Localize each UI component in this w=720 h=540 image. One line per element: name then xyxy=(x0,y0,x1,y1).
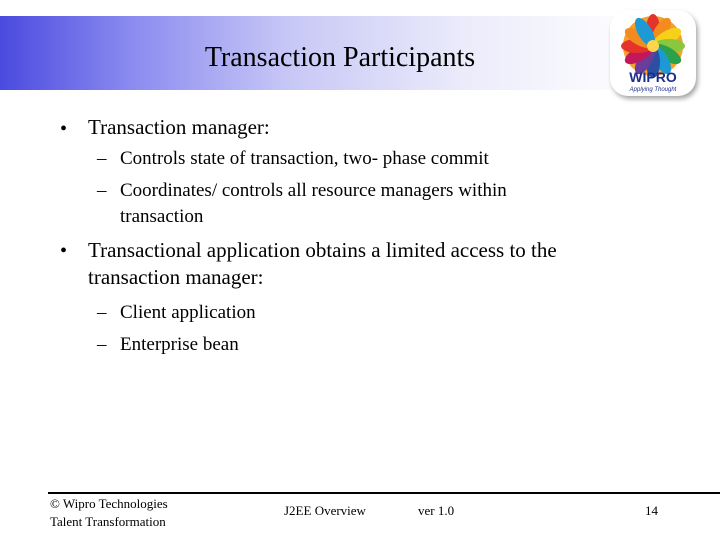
footer-version: ver 1.0 xyxy=(418,503,455,518)
dash-marker: – xyxy=(97,180,107,201)
sub-bullet-2-2: Enterprise bean xyxy=(120,334,239,355)
logo-tagline: Applying Thought xyxy=(629,87,677,93)
sub-bullet-1-1: Controls state of transaction, two- phase commit xyxy=(120,148,489,169)
bullet-1-text: Transaction manager: xyxy=(88,115,270,139)
page-number: 14 xyxy=(645,503,658,518)
sub-bullet-1-2: Coordinates/ controls all resource managers within transaction xyxy=(120,180,507,227)
slide-title: Transaction Participants xyxy=(204,42,476,73)
dash-marker: – xyxy=(97,302,107,323)
bullet-marker: • xyxy=(60,118,68,140)
wipro-logo xyxy=(604,6,700,102)
footer-divider xyxy=(48,492,720,494)
footer-company: © Wipro Technologies xyxy=(50,496,168,511)
sub-bullet-2-1: Client application xyxy=(120,302,256,323)
footer-division: Talent Transformation xyxy=(50,514,166,529)
footer-course: J2EE Overview xyxy=(284,503,366,518)
logo-flower-icon xyxy=(604,6,700,102)
logo-wordmark: WIPRO xyxy=(629,69,677,85)
dash-marker: – xyxy=(97,148,107,169)
bullet-2-text: Transactional application obtains a limited access to the transaction manager: xyxy=(88,238,557,289)
bullet-marker: • xyxy=(60,240,68,262)
dash-marker: – xyxy=(97,334,107,355)
